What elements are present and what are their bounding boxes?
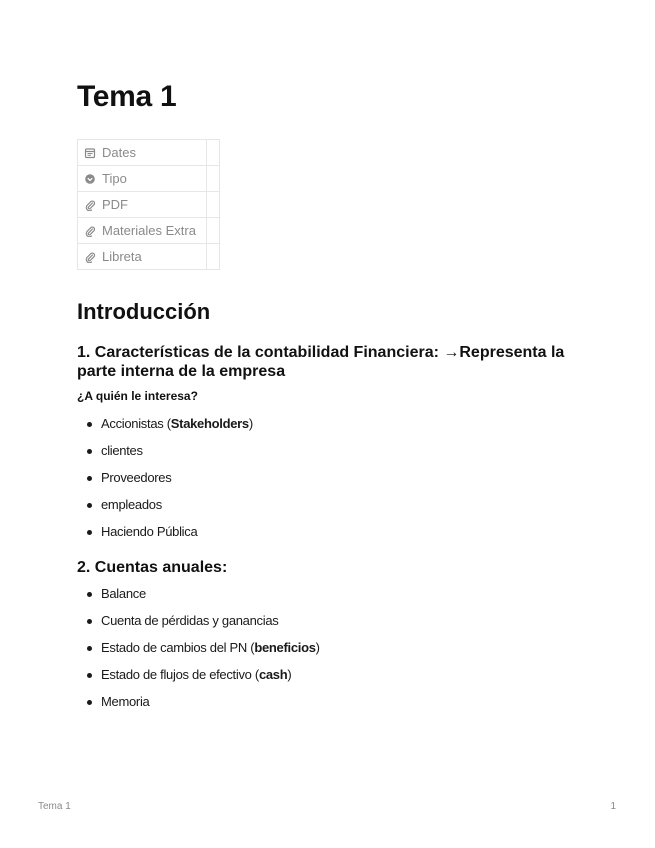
property-value[interactable] (207, 218, 220, 244)
list-item: Cuenta de pérdidas y ganancias (77, 613, 320, 640)
page-number: 1 (610, 801, 616, 812)
list-item: empleados (77, 497, 253, 524)
bullet-icon (87, 619, 92, 624)
list-item: Proveedores (77, 470, 253, 497)
page-title: Tema 1 (77, 80, 177, 113)
property-value[interactable] (207, 192, 220, 218)
properties-table (77, 139, 220, 270)
bullet-icon (87, 673, 92, 678)
list-item: Memoria (77, 694, 320, 721)
introduction-heading: Introducción (77, 299, 211, 324)
list-item: Haciendo Pública (77, 524, 253, 551)
section-2-heading: 2. Cuentas anuales: (77, 559, 228, 576)
property-label: PDF (102, 197, 128, 212)
bullet-icon (87, 503, 92, 508)
attachment-icon (84, 199, 96, 211)
attachment-icon (84, 225, 96, 237)
list-item: Estado de flujos de efectivo (cash) (77, 667, 320, 694)
bullet-icon (87, 422, 92, 427)
bullet-icon (87, 449, 92, 454)
calendar-icon (84, 147, 96, 159)
list-item: clientes (77, 443, 253, 470)
property-row-tipo (78, 166, 220, 192)
property-label: Dates (102, 145, 136, 160)
bullet-icon (87, 530, 92, 535)
property-row-dates (78, 140, 220, 166)
bullet-icon (87, 592, 92, 597)
property-label: Libreta (102, 249, 142, 264)
property-row-libreta (78, 244, 220, 270)
bullet-icon (87, 700, 92, 705)
select-icon (84, 173, 96, 185)
bullet-icon (87, 646, 92, 651)
section-1-list (77, 416, 253, 551)
section-1-heading-text: 1. Características de la contabilidad Financiera: (77, 344, 439, 361)
property-value[interactable] (207, 166, 220, 192)
attachment-icon (84, 251, 96, 263)
property-label: Materiales Extra (102, 223, 196, 238)
property-row-pdf (78, 192, 220, 218)
property-label: Tipo (102, 171, 127, 186)
section-1-heading-rest: Representa la parte interna de la empresa (77, 344, 565, 380)
property-row-materiales-extra (78, 218, 220, 244)
property-value[interactable] (207, 244, 220, 270)
section-1-subheading: ¿A quién le interesa? (77, 389, 198, 403)
list-item: Balance (77, 586, 320, 613)
bullet-icon (87, 476, 92, 481)
list-item: Accionistas (Stakeholders) (77, 416, 253, 443)
footer-title: Tema 1 (38, 801, 71, 812)
section-2-list (77, 586, 320, 721)
list-item: Estado de cambios del PN (beneficios) (77, 640, 320, 667)
section-1-heading (77, 343, 577, 381)
arrow-glyph: → (443, 344, 460, 361)
property-value[interactable] (207, 140, 220, 166)
